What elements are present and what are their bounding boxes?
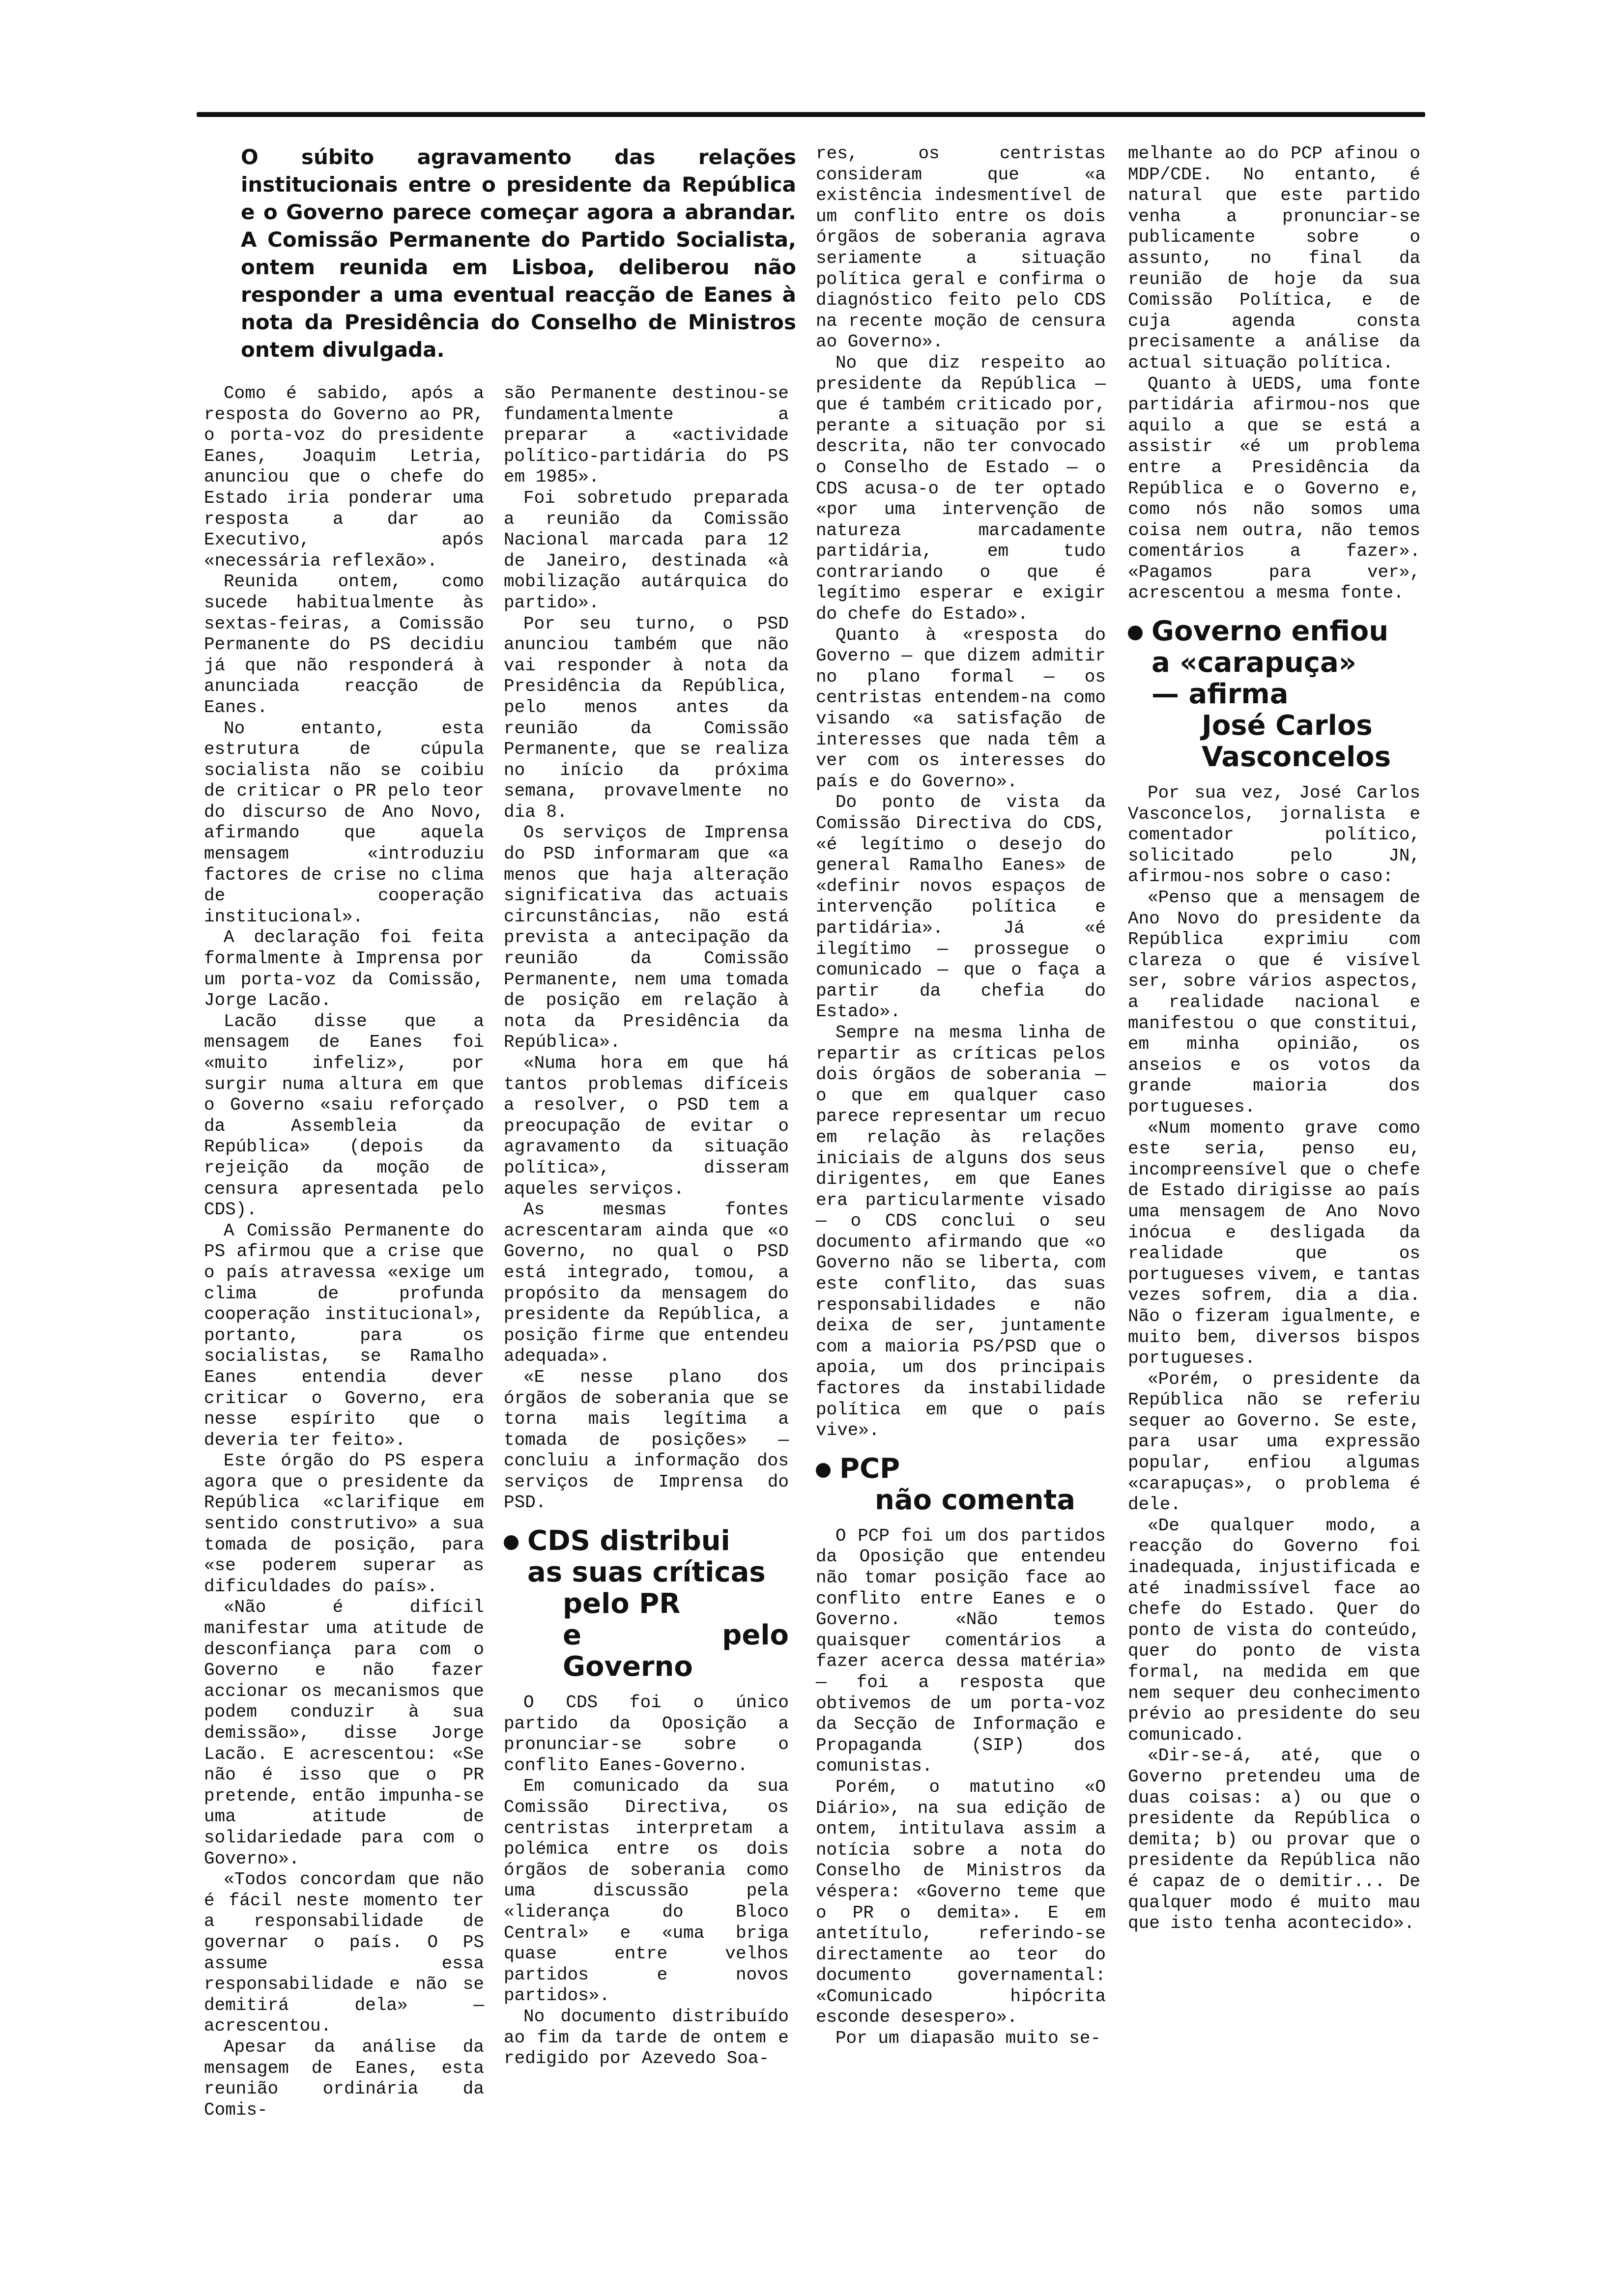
paragraph: Este órgão do PS espera agora que o presidente da República «clarifique em sentido construtivo» a sua tomada de posição, para «se poderem superar as dificuldades do país».: [204, 1451, 484, 1597]
bullet-icon: [504, 1535, 518, 1550]
paragraph: Por seu turno, o PSD anunciou também que não vai responder à nota da Presidência da República, pelo menos antes da reunião da Comissão Permanente, que se realiza no início da próxima semana, provavelmente no dia 8.: [504, 613, 789, 822]
column-3: [816, 144, 1106, 2049]
paragraph: Por um diapasão muito se-: [835, 2028, 1101, 2049]
paragraph: Os serviços de Imprensa do PSD informaram que «a menos que haja alteração significativa das actuais circunstâncias, não está prevista a antecipação da reunião da Comissão Permanente, nem uma tomada de posição em relação à nota da Presidência da República».: [504, 823, 789, 1053]
paragraph: são Permanente destinou-se fundamentalmente a preparar a «actividade político-partidária do PS em 1985».: [504, 383, 789, 488]
heading-line: — afirma: [1151, 678, 1289, 711]
paragraph: «Não é difícil manifestar uma atitude de desconfiança para com o Governo e não fazer accionar os mecanismos que podem conduzir à sua demissão», disse Jorge Lacão. E acrescentou: «Se não é isso que o PR pretende, então impunha-se uma atitude de solidariedade para com o Governo».: [204, 1597, 484, 1869]
bullet-icon: [1128, 626, 1143, 640]
heading-line: pelo PR: [563, 1588, 681, 1620]
paragraph: As mesmas fontes acrescentaram ainda que «o Governo, no qual o PSD está integrado, tomou, a propósito da mensagem do presidente da República, a posição firme que entendeu adequada».: [504, 1200, 789, 1367]
subheading-cds: [504, 1525, 789, 1683]
paragraph: No entanto, esta estrutura de cúpula socialista não se coibiu de criticar o PR pelo teor do discurso de Ano Novo, afirmando que aquela mensagem «introduziu factores de crise no clima de cooperação institucional».: [204, 718, 484, 927]
paragraph: Quanto à «resposta do Governo — que dizem admitir no plano formal — os centristas entendem-na como visando «a satisfação de interesses que nada têm a ver com os interesses do país e do Governo».: [816, 625, 1106, 792]
paragraph: «Penso que a mensagem de Ano Novo do presidente da República exprimiu com clareza o que é visível ser, sobre vários aspectos, a realidade nacional e manifestou o que constitui, em minha opinião, os anseios e os votos da grande maioria dos portugueses.: [1128, 888, 1420, 1117]
subheading-pcp: [816, 1453, 1106, 1516]
column-1: [204, 383, 484, 2121]
heading-line: CDS distribui: [527, 1525, 730, 1557]
heading-line: Vasconcelos: [1202, 741, 1391, 774]
paragraph: A declaração foi feita formalmente à Imprensa por um porta-voz da Comissão, Jorge Lacão.: [204, 927, 484, 1011]
paragraph: Do ponto de vista da Comissão Directiva do CDS, «é legítimo o desejo do general Ramalho Eanes» de «definir novos espaços de intervenção política e partidária». Já «é ilegítimo — prossegue o comunicado — que o faça a partir da chefia do Estado».: [816, 792, 1106, 1022]
paragraph: No documento distribuído ao fim da tarde de ontem e redigido por Azevedo Soa-: [504, 2006, 789, 2069]
heading-line: e pelo Governo: [563, 1619, 789, 1683]
top-rule: [197, 112, 1425, 117]
paragraph: «Porém, o presidente da República não se referiu sequer ao Governo. Se este, para usar uma expressão popular, enfiou algumas «carapuças», o problema é dele.: [1128, 1369, 1420, 1515]
paragraph: «Num momento grave como este seria, penso eu, incompreensível que o chefe de Estado dirigisse ao país uma mensagem de Ano Novo inócua e desligada da realidade que os portugueses vivem, e tantas vezes sofrem, dia a dia. Não o fizeram igualmente, e muito bem, diversos bispos portugueses.: [1128, 1118, 1420, 1369]
paragraph: Reunida ontem, como sucede habitualmente às sextas-feiras, a Comissão Permanente do PS decidiu já que não responderá à anunciada reacção de Eanes.: [204, 572, 484, 718]
heading-line: Governo enfiou: [1151, 615, 1389, 648]
paragraph: Apesar da análise da mensagem de Eanes, esta reunião ordinária da Comis-: [204, 2037, 484, 2120]
paragraph: «Todos concordam que não é fácil neste momento ter a responsabilidade de governar o país. O PS assume essa responsabilidade e não se demitirá dela» — acrescentou.: [204, 1869, 484, 2037]
paragraph: «Numa hora em que há tantos problemas difíceis a resolver, o PSD tem a preocupação de evitar o agravamento da situação política», disseram aqueles serviços.: [504, 1053, 789, 1199]
heading-line: José Carlos: [1202, 710, 1373, 742]
paragraph: Como é sabido, após a resposta do Governo ao PR, o porta-voz do presidente Eanes, Joaquim Letria, anunciou que o chefe do Estado iria ponderar uma resposta a dar ao Executivo, após «necessária reflexão».: [204, 383, 484, 571]
paragraph: Foi sobretudo preparada a reunião da Comissão Nacional marcada para 12 de Janeiro, destinada «à mobilização autárquica do partido».: [504, 488, 789, 613]
paragraph: Em comunicado da sua Comissão Directiva, os centristas interpretam a polémica entre os dois órgãos de soberania como uma discussão pela «liderança do Bloco Central» e «uma briga quase entre velhos partidos e novos partidos».: [504, 1776, 789, 2006]
bullet-icon: [816, 1463, 831, 1478]
paragraph: «De qualquer modo, a reacção do Governo foi inadequada, injustificada e até inadmissível face ao chefe do Estado. Quer do ponto de vista do conteúdo, quer do ponto de vista formal, na medida em que nem sequer deu conhecimento prévio ao presidente do seu comunicado.: [1128, 1515, 1420, 1745]
paragraph: «Dir-se-á, até, que o Governo pretendeu uma de duas coisas: a) ou que o presidente da República o demita; b) ou provar que o presidente da República não é capaz de o demitir... De qualquer modo é muito mau que isto tenha acontecido».: [1128, 1746, 1420, 1934]
paragraph: No que diz respeito ao presidente da República — que é também criticado por, perante a situação por si descrita, não ter convocado o Conselho de Estado — o CDS acusa-o de ter optado «por uma intervenção de natureza marcadamente partidária, em tudo contrariando o que é legítimo esperar e exigir do chefe do Estado».: [816, 352, 1106, 625]
paragraph: «E nesse plano dos órgãos de soberania que se torna mais legítima a tomada de posições» — concluiu a informação dos serviços de Imprensa do PSD.: [504, 1367, 789, 1513]
paragraph: Por sua vez, José Carlos Vasconcelos, jornalista e comentador político, solicitado pelo JN, afirmou-nos sobre o caso:: [1128, 783, 1420, 887]
paragraph: O CDS foi o único partido da Oposição a pronunciar-se sobre o conflito Eanes-Governo.: [504, 1693, 789, 1776]
paragraph: melhante ao do PCP afinou o MDP/CDE. No entanto, é natural que este partido venha a pronunciar-se publicamente sobre o assunto, no final da reunião de hoje da sua Comissão Política, e de cuja agenda consta precisamente a análise da actual situação política.: [1128, 144, 1420, 373]
subheading-jcv: [1128, 616, 1420, 773]
paragraph: Porém, o matutino «O Diário», na sua edição de ontem, intitulava assim a notícia sobre a nota do Conselho de Ministros da véspera: «Governo teme que o PR o demita». E em antetítulo, referindo-se directamente ao teor do documento governamental: «Comunicado hipócrita esconde desespero».: [816, 1777, 1106, 2028]
paragraph: Lacão disse que a mensagem de Eanes foi «muito infeliz», por surgir numa altura em que o Governo «saiu reforçado da Assembleia da República» (depois da rejeição da moção de censura apresentada pelo CDS).: [204, 1011, 484, 1220]
heading-line: a «carapuça»: [1151, 647, 1356, 679]
article-lead: O súbito agravamento das relações institucionais entre o presidente da República e o Governo parece começar agora a abrandar. A Comissão Permanente do Partido Socialista, ontem reunida em Lisboa, deliberou não responder a uma eventual reacção de Eanes à nota da Presidência do Conselho de Ministros ontem divulgada.: [241, 145, 796, 362]
heading-line: PCP: [839, 1452, 900, 1485]
paragraph: res, os centristas consideram que «a existência indesmentível de um conflito entre os dois órgãos de soberania agrava seriamente a situação política geral e confirma o diagnóstico feito pelo CDS na recente moção de censura ao Governo».: [816, 144, 1106, 352]
heading-line: não comenta: [875, 1484, 1076, 1516]
paragraph: Quanto à UEDS, uma fonte partidária afirmou-nos que aquilo a que se está a assistir «é um problema entre a Presidência da República e o Governo e, como nós não somos uma coisa nem outra, não temos comentários a fazer». «Pagamos para ver», acrescentou a mesma fonte.: [1128, 373, 1420, 603]
paragraph: Sempre na mesma linha de repartir as críticas pelos dois órgãos de soberania — o que em qualquer caso parece representar um recuo em relação às relações iniciais de alguns dos seus dirigentes, em que Eanes era particularmente visado — o CDS conclui o seu documento afirmando que «o Governo não se liberta, com este conflito, das suas responsabilidades e não deixa de ser, juntamente com a maioria PS/PSD que o apoia, um dos principais factores da instabilidade política em que o país vive».: [816, 1022, 1106, 1441]
paragraph: A Comissão Permanente do PS afirmou que a crise que o país atravessa «exige um clima de profunda cooperação institucional», portanto, para os socialistas, se Ramalho Eanes entendia dever criticar o Governo, era nesse espírito que o deveria ter feito».: [204, 1220, 484, 1450]
column-2: [504, 383, 789, 2069]
paragraph: O PCP foi um dos partidos da Oposição que entendeu não tomar posição face ao conflito entre Eanes e o Governo. «Não temos quaisquer comentários a fazer acerca dessa matéria» — foi a resposta que obtivemos de um porta-voz da Secção de Informação e Propaganda (SIP) dos comunistas.: [816, 1525, 1106, 1777]
column-4: [1128, 144, 1420, 1934]
heading-line: as suas críticas: [527, 1556, 766, 1589]
